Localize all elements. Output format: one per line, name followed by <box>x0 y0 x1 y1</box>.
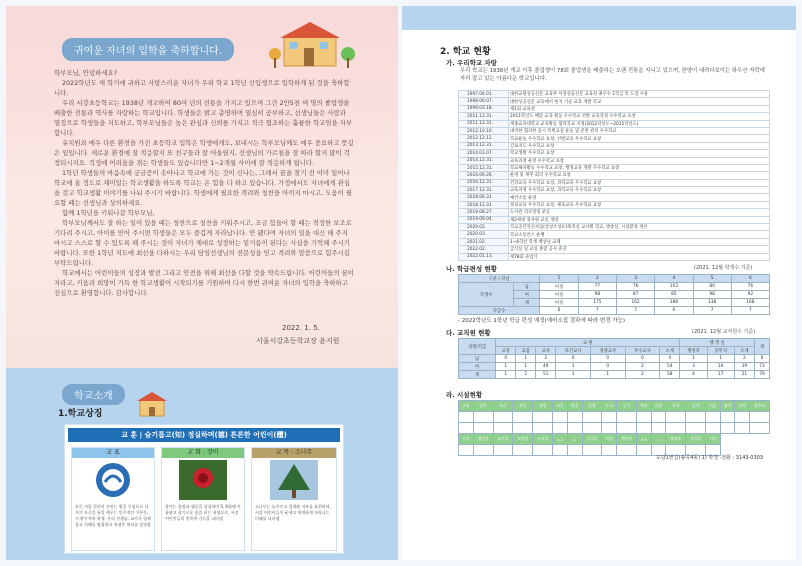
subsection-c: 다. 교직원 현황 <box>446 329 491 337</box>
history-row <box>459 135 770 142</box>
rose-icon <box>179 460 227 500</box>
history-row <box>459 216 770 223</box>
staff-cell: 1 <box>516 363 536 371</box>
staff-header-cell: 행정직 <box>680 347 707 355</box>
class-note: (2021. 12월 학생수 기준) <box>694 265 753 271</box>
facility-cell <box>636 445 651 456</box>
facility-lower-cell: 교무실 <box>493 434 513 445</box>
history-event: 학교소통폰스 운행 <box>509 231 770 238</box>
staff-header-cell: 소계 <box>734 347 754 355</box>
history-row <box>459 105 770 112</box>
facility-lower-cell: 도서실 <box>533 434 553 445</box>
facility-header-cell: 미술 <box>706 401 721 412</box>
facility-header-cell: 특수 <box>493 401 513 412</box>
card-flower <box>161 447 245 551</box>
facility-lower-cell: 체육관 <box>617 434 637 445</box>
staff-header-cell: 보건교사 <box>556 347 591 355</box>
class-group: 학급수 <box>459 307 540 315</box>
class-cell: 103 <box>655 283 693 291</box>
staff-cell: 0 <box>496 355 516 363</box>
staff-cell: 4 <box>680 371 707 379</box>
facility-row <box>459 412 770 423</box>
history-event: 학교생활 우수학교 표창 <box>509 150 770 157</box>
letter-paragraph: 학부모님, 안녕하세요? <box>54 69 118 77</box>
staff-cell: 21 <box>734 371 754 379</box>
history-event: 제2세대 경자원 교실 개방 <box>509 216 770 223</box>
facility-cell <box>567 423 582 434</box>
staff-header-cell: 영양교사 <box>590 347 625 355</box>
staff-table <box>458 338 770 379</box>
facility-cell <box>567 445 582 456</box>
class-cell: 80 <box>693 283 731 291</box>
class-cell: 87 <box>617 291 655 299</box>
letter-paragraph: 유치원과 매우 다른 환경을 가진 초등학교 입학은 학생에게도, 보내시는 학부모님께도 매우 중요하고 뜻깊은 일입니다. 새로운 환경에 잘 적응할지 또 친구들과 잘 어울릴지, 선생님의 가르침을 잘 따라 할지 많이 걱정되시지요. 걱정에 어려움을 겪는 학생들도 있습니다만 1~2개월 사이에 잘 적응하게 됩니다. <box>54 139 354 167</box>
class-cell: 85 <box>655 291 693 299</box>
class-cell: 여정 <box>540 299 579 307</box>
class-cell: 76 <box>617 283 655 291</box>
letter-paragraph: 2022학년도 새 학기에 귀하고 사랑스러운 자녀가 우리 학교 1학년 신입생으로 입학하게 된 것을 축하합니다. <box>54 79 350 97</box>
facility-header-cell: 급식 <box>617 401 637 412</box>
facility-cell <box>617 412 637 423</box>
section-title: 2. 학교 현황 <box>440 47 491 57</box>
facility-cell <box>617 423 637 434</box>
history-date: 2019.08.27. <box>459 209 509 216</box>
history-row <box>459 201 770 208</box>
staff-note: (2021. 12월 교직원수 기준) <box>692 329 756 335</box>
class-header-cell: 구분 / 학년 <box>459 275 540 283</box>
facility-lower-cell: 3.6 <box>636 434 651 445</box>
history-date: 2016.12.31. <box>459 179 509 186</box>
facility-header-cell: 행정 <box>533 401 553 412</box>
emblem-icon <box>89 460 137 500</box>
class-cell: 168 <box>731 299 769 307</box>
facility-header-cell: 도서 <box>602 401 617 412</box>
card-emblem <box>71 447 155 551</box>
facility-header-cell: 교실 <box>459 401 474 412</box>
symbol-heading: 1.학교상징 <box>58 409 103 419</box>
letter-signer: 서울서강초등학교장 윤지원 <box>256 337 340 345</box>
letter-paragraph: 함께 1학년을 키워나갈 학부모님, <box>62 209 155 217</box>
staff-cell: 1 <box>556 363 591 371</box>
facility-header-cell: 돌봄 <box>651 401 666 412</box>
facility-cell <box>459 412 474 423</box>
facility-cell <box>513 445 533 456</box>
symbol-panel <box>64 424 344 554</box>
staff-cell: 0 <box>625 355 660 363</box>
class-table <box>458 274 770 315</box>
staff-row <box>459 371 770 379</box>
staff-cell: 51 <box>536 371 556 379</box>
class-cell: 6 <box>655 307 693 315</box>
staff-cell: 73 <box>754 363 769 371</box>
subsection-b: 나. 학급편성 현황 <box>446 265 497 273</box>
history-row <box>459 172 770 179</box>
class-cell: 175 <box>578 299 616 307</box>
history-row <box>459 120 770 127</box>
history-row <box>459 246 770 253</box>
history-row <box>459 224 770 231</box>
class-header-cell: 2 <box>578 275 616 283</box>
class-cell: 138 <box>693 299 731 307</box>
card-caption: 소나무는 늘푸르고 절개와 지조를 표현하며, 서강 어린이들이 굳세고 씩씩하게 자라나는 미래를 나타냄 <box>255 504 331 521</box>
facility-lower-cell: 1 <box>567 434 582 445</box>
facility-row <box>459 423 770 434</box>
history-event: 대한성공신문 교육에서 현지 기술 교과 개발 학교 <box>509 98 770 105</box>
intro-text: 우리 학교는 1938년 개교 이후 졸업생이 78회 졸업생을 배출하는 오랜 전통을 지니고 있으며, 한양이 내려다보이는 와우산 자락에 자리 잡고 있는 아름다운 학교입니다. <box>460 68 765 82</box>
history-event: 건강교육 우수학교 표창, 과학교육 우수학교 표창 <box>509 179 770 186</box>
facility-cell <box>636 423 651 434</box>
history-event: 정보교육 우수학교 표창, 체육교육 우수학교 표창 <box>509 201 770 208</box>
history-date: 1999.03.18. <box>459 105 509 112</box>
facility-cell <box>582 445 602 456</box>
class-header-cell: 6 <box>731 275 769 283</box>
staff-cell: 6 <box>754 355 769 363</box>
facility-header-cell: 상담 <box>735 401 750 412</box>
history-row <box>459 187 770 194</box>
facility-header-cell: 음악 <box>686 401 706 412</box>
staff-header-cell: 교장 <box>496 347 516 355</box>
history-row <box>459 238 770 245</box>
staff-cell: 1 <box>516 355 536 363</box>
staff-header-cell: 교 원 <box>496 339 680 347</box>
facility-cell <box>735 423 750 434</box>
facility-lower-cell: 1 <box>651 434 666 445</box>
facility-header-cell: 영어 <box>720 401 735 412</box>
facility-cell <box>706 412 721 423</box>
left-page <box>6 6 398 560</box>
class-row <box>459 307 770 315</box>
staff-header-cell: 행 정 실 <box>680 339 755 347</box>
staff-row <box>459 355 770 363</box>
facility-cell <box>473 423 493 434</box>
history-date: 2011.12.31. <box>459 120 509 127</box>
facility-cell <box>473 445 493 456</box>
history-event: 학교운동 우수학교 표창, 선발교육 우수학교 표창 <box>509 135 770 142</box>
history-event: 학교공간혁신사업(상상조성)다목적실 교사별 학교, 방송실, 시설환경 개선 <box>509 224 770 231</box>
staff-cell: 3 <box>680 363 707 371</box>
class-group: 학생수 <box>459 283 514 307</box>
history-row <box>459 127 770 134</box>
staff-header-cell: 교사 <box>536 347 556 355</box>
school-illustration <box>268 18 356 70</box>
class-cell: 76 <box>731 283 769 291</box>
staff-cell: 1 <box>707 355 734 363</box>
staff-cell: 1 <box>680 355 707 363</box>
subsection-a: 가. 우리학교 자랑 <box>446 59 497 67</box>
staff-cell: 2 <box>536 355 556 363</box>
history-row <box>459 253 770 260</box>
letter-paragraph: 1학년 학생들의 마음속에 궁금증이 솟아나고 학교에 가는 것이 신나는, 그래서 꿈을 찾기 전 이미 일어나 학교에 올 정도로 재미있는 학교생활을 하도록 학교는 온 힘을 다 하고 있습니다. 가정에서도 자녀에게 관심을 갖고 학교생활 이야기를 나눠 주시기 바랍니다. 학생에게 필요한 격려와 칭찬을 아끼지 마시고, 도움이 필요할 때는 선생님과 상의하세요. <box>54 169 352 207</box>
facility-header-cell: 체육 <box>636 401 651 412</box>
staff-header-cell: 교감 <box>516 347 536 355</box>
facility-header-cell: 컴퓨터 <box>750 401 770 412</box>
history-date: 2014.12.31. <box>459 157 509 164</box>
facility-lower-row <box>459 434 770 445</box>
facility-lower-cell: 보건실 <box>513 434 533 445</box>
card-title: 교 표 <box>72 448 154 458</box>
class-cell: 98 <box>693 291 731 299</box>
facility-cell <box>459 423 474 434</box>
class-cell: 77 <box>578 283 616 291</box>
history-event: 교육과정 운영 우수학교 표창 <box>509 157 770 164</box>
staff-cell: 2 <box>734 355 754 363</box>
history-event: 세종교육대학교 교육활동 협력학교 지정(2012학년도~2015학년도) <box>509 120 770 127</box>
history-event: 도서관 리모델링 준공 <box>509 209 770 216</box>
facility-cell <box>750 423 770 434</box>
facility-cell <box>706 423 721 434</box>
history-row <box>459 113 770 120</box>
staff-cell: 2 <box>625 371 660 379</box>
history-row <box>459 231 770 238</box>
pine-tree-icon <box>270 460 318 500</box>
letter-paragraph: 학교에서는 어린이들의 성장과 발전 그리고 안전을 위해 최선을 다할 것을 약속드립니다. 어린이들의 꿈이 자라고, 키움과 희망이 가득 한 학교생활이 시작되기를 기원하며 다시 한번 귀여운 자녀의 입학을 축하하고 진심으로 환영합니다. 감사합니다. <box>54 269 354 297</box>
history-date: 2022.02. <box>459 246 509 253</box>
facility-header-cell: 과학 <box>666 401 686 412</box>
facility-cell <box>686 423 706 434</box>
staff-cell: 0 <box>590 355 625 363</box>
staff-cell: 54 <box>660 363 680 371</box>
facility-cell <box>720 423 735 434</box>
class-cell: 7 <box>617 307 655 315</box>
facility-cell <box>553 412 568 423</box>
facility-lower-cell: 4.2 <box>553 434 568 445</box>
history-row <box>459 209 770 216</box>
motto-banner: 교 훈 | 슬기롭고(知) 정실하며(德) 튼튼한 어린이(體) <box>68 428 340 442</box>
history-date: 2011.12.31. <box>459 113 509 120</box>
staff-row <box>459 363 770 371</box>
class-cell: 7 <box>578 307 616 315</box>
facility-cell <box>602 445 617 456</box>
facility-table <box>458 400 770 456</box>
history-date: 2021.02. <box>459 238 509 245</box>
history-date: 2019.09.04. <box>459 216 509 223</box>
facility-cell <box>459 445 474 456</box>
facility-cell <box>750 412 770 423</box>
letter-body <box>54 68 354 298</box>
facility-cell <box>582 423 602 434</box>
facility-cell <box>493 423 513 434</box>
class-cell: 6 <box>540 307 579 315</box>
history-date: 2012.12.12. <box>459 135 509 142</box>
staff-cell: 2 <box>516 371 536 379</box>
history-event: 2011학년도 메달 교육 활동 우수학교 선발 교육과정 우수학교 표창 <box>509 113 770 120</box>
facility-cell <box>493 412 513 423</box>
class-label: 여 <box>514 291 540 299</box>
facility-cell <box>493 445 513 456</box>
staff-label: 남 <box>459 355 496 363</box>
staff-cell: 79 <box>754 371 769 379</box>
facility-cell <box>602 412 617 423</box>
class-cell: 92 <box>731 291 769 299</box>
class-header-cell: 3 <box>617 275 655 283</box>
history-row <box>459 194 770 201</box>
history-event: 급식실 및 교실 종합 공사 준공 <box>509 246 770 253</box>
staff-header-cell: 성별/직급 <box>459 339 496 355</box>
class-cell: 7 <box>731 307 769 315</box>
history-row <box>459 142 770 149</box>
staff-cell: 0 <box>590 363 625 371</box>
facility-cell <box>720 412 735 423</box>
facility-lower-cell: 행정실 <box>473 434 493 445</box>
history-date: 2018.06.31. <box>459 194 509 201</box>
staff-header-row <box>459 347 770 355</box>
staff-header-row <box>459 339 770 347</box>
history-event: 제1회 교육청 <box>509 105 770 112</box>
card-title: 교 화 : 장미 <box>162 448 244 458</box>
staff-cell: 1 <box>496 363 516 371</box>
facility-cell <box>553 423 568 434</box>
class-row <box>459 283 770 291</box>
history-event: 대한교원성공신문 교육부 서강성공신문 교육성 최우수 1학급 특 도장 수용 <box>509 91 770 98</box>
class-header-cell: 4 <box>655 275 693 283</box>
staff-cell: 0 <box>556 355 591 363</box>
facility-cell <box>513 423 533 434</box>
staff-label: 계 <box>459 371 496 379</box>
facility-header-cell: 방송 <box>567 401 582 412</box>
blue-top-band <box>402 6 796 30</box>
class-cell: 여정 <box>540 283 579 291</box>
staff-header-cell: 특수교사 <box>625 347 660 355</box>
staff-cell: 19 <box>734 363 754 371</box>
history-date: 2020.02. <box>459 224 509 231</box>
history-date: 1998.06.07. <box>459 98 509 105</box>
card-title: 교 목 : 소나무 <box>252 448 336 458</box>
history-row <box>459 98 770 105</box>
staff-cell: 49 <box>536 363 556 371</box>
facility-cell <box>666 412 686 423</box>
card-tree <box>251 447 337 551</box>
class-header-cell: 1 <box>540 275 579 283</box>
staff-label: 여 <box>459 363 496 371</box>
facility-cell <box>735 412 750 423</box>
class-label: 남 <box>514 283 540 291</box>
staff-cell: 1 <box>496 371 516 379</box>
facility-cell <box>533 445 553 456</box>
history-event: 교육과정 우수학교 표창, 과학교육 우수학교 표창 <box>509 187 770 194</box>
facility-cell <box>651 412 666 423</box>
class-footnote: - 2022학년도 1학년 학급 편성 예정(예비소집 결과에 따라 변경 가능) <box>458 318 626 324</box>
history-event: 진로지도 우수학교 표창 <box>509 142 770 149</box>
facility-cell <box>666 423 686 434</box>
facility-cell <box>533 423 553 434</box>
intro-pill: 학교소개 <box>62 384 125 405</box>
history-date: 1997.04.01. <box>459 91 509 98</box>
history-row <box>459 157 770 164</box>
facility-cell <box>553 445 568 456</box>
letter-paragraph: 학부모님께서도 잘 하는 일이 있을 때는 칭찬으로 칭찬을 키워주시고, 조금 힘들어 할 때는 적정한 보조로 기다려 주시고, 아이를 믿어 주시면 학생들은 모두 즐겁게 자라납니다. 안 됐다며 자녀의 일을 대신 해 주지 마시고 스스로 할 수 있도록 해 주시는 것이 자녀가 제대로 성장하는 밑거름이 된다는 사실을 기억해 주시기 바랍니다. 또한 1학년 지도에 최선을 다하시는 우리 담임선생님의 전문성을 믿고 격려와 말씀으로 힘주시길 부탁드립니다. <box>54 219 352 267</box>
facility-header-row <box>459 401 770 412</box>
history-event: 예건소통 운영 <box>509 194 770 201</box>
history-date: 2022.01.13. <box>459 253 509 260</box>
history-row <box>459 150 770 157</box>
facility-cell <box>602 423 617 434</box>
history-row <box>459 164 770 171</box>
history-event: 제78회 졸업식 <box>509 253 770 260</box>
class-cell: 162 <box>617 299 655 307</box>
facility-header-cell: 교무 <box>553 401 568 412</box>
staff-header-cell: 소계 <box>660 347 680 355</box>
history-table <box>458 90 770 261</box>
class-cell: 여정 <box>540 291 579 299</box>
staff-header-cell: 계 <box>754 339 769 355</box>
congrats-pill: 귀여운 자녀의 입학을 축하합니다. <box>62 38 234 61</box>
facility-header-cell: 일반 <box>473 401 493 412</box>
staff-cell: 17 <box>707 371 734 379</box>
class-header-cell: 5 <box>693 275 731 283</box>
subsection-d: 라. 시설현황 <box>446 391 483 399</box>
history-event: 학교체육활동 우수학교 표창, 행정교육 개발 우수학교 표창 <box>509 164 770 171</box>
staff-cell: 2 <box>625 363 660 371</box>
staff-cell: 1 <box>590 371 625 379</box>
history-date: 2015.12.31. <box>459 164 509 171</box>
facility-cell <box>651 423 666 434</box>
card-caption: 오른 서림 릿지의 중관는 원을 중심으로 나가의 자신을 통일 세우는 민주적인 기본동, 서 황우적학 학생, 우리 선생님, 교사가 힘께 꿈고 지혜를 펼칠하고 학생은 학교를 상징함 <box>75 504 151 527</box>
facility-lower-cell: 강의실 <box>686 434 706 445</box>
history-event: 1~6학년 학생 책상난 교체 <box>509 238 770 245</box>
facility-cell <box>567 412 582 423</box>
facility-cell <box>473 412 493 423</box>
history-date: 2018.12.31. <box>459 201 509 208</box>
history-event: 내역한 협의한 공시 특별교실 운동 및 분반 관리 우수학교 <box>509 127 770 134</box>
history-date: 2012.10.10. <box>459 127 509 134</box>
history-date: 2014.03.07. <box>459 150 509 157</box>
history-date: 2013.12.31. <box>459 142 509 149</box>
class-cell: 7 <box>693 307 731 315</box>
facility-cell <box>617 445 637 456</box>
history-date: 2017.12.31. <box>459 187 509 194</box>
facility-lower-cell: 미술 <box>602 434 617 445</box>
right-page <box>402 6 796 560</box>
facility-lower-cell: 급식실 <box>582 434 602 445</box>
history-row <box>459 179 770 186</box>
letter-date: 2022. 1. 5. <box>282 324 320 332</box>
facility-cell <box>636 412 651 423</box>
card-caption: 장미는 열정과 생동을 상징하며 5, 6월에 아름답고 향기로운 꽃을 피는 학생으로, 서강 어린이들의 친목력 가득을 나타냄 <box>165 504 241 521</box>
class-cell: 98 <box>578 291 616 299</box>
staff-cell: 58 <box>660 371 680 379</box>
staff-cell: 4 <box>660 355 680 363</box>
history-date: 2020.03. <box>459 231 509 238</box>
staff-cell: 16 <box>707 363 734 371</box>
address-text: 도담1번길(송곡4동) 1) 학정 ·전화 : 3143-0303 <box>656 455 764 461</box>
facility-header-cell: 보건 <box>513 401 533 412</box>
facility-cell <box>582 412 602 423</box>
facility-cell <box>686 412 706 423</box>
class-cell: 188 <box>655 299 693 307</box>
facility-cell <box>533 412 553 423</box>
staff-cell: 1 <box>556 371 591 379</box>
class-label: 계 <box>514 299 540 307</box>
letter-paragraph: 우리 서강초등학교는 1938년 개교하여 80여 년의 전통을 가지고 있으며 그간 2만5천 여 명의 졸업생을 배출한 전통과 역사를 자랑하는 학교입니다. 학생들은 밝고 총명하며 열심히 공부하고, 선생님들은 사랑과 열정으로 학생들을 지도하고, 학부모님들은 높은 관심과 신뢰를 가지고 적극 협조하는 훌륭한 학교임을 자부합니다. <box>54 99 353 137</box>
history-date: 2016.09.26. <box>459 172 509 179</box>
staff-header-cell: 공무직 <box>707 347 734 355</box>
history-row <box>459 91 770 98</box>
facility-lower-cell: 방과후 <box>666 434 686 445</box>
facility-cell <box>513 412 533 423</box>
school-small-icon <box>134 390 170 418</box>
history-event: 운영 및 재무 회의 우수학교 표창 <box>509 172 770 179</box>
facility-lower-cell: 기타 <box>706 434 721 445</box>
facility-lower-cell: 지상 <box>459 434 474 445</box>
facility-header-cell: 강당 <box>582 401 602 412</box>
